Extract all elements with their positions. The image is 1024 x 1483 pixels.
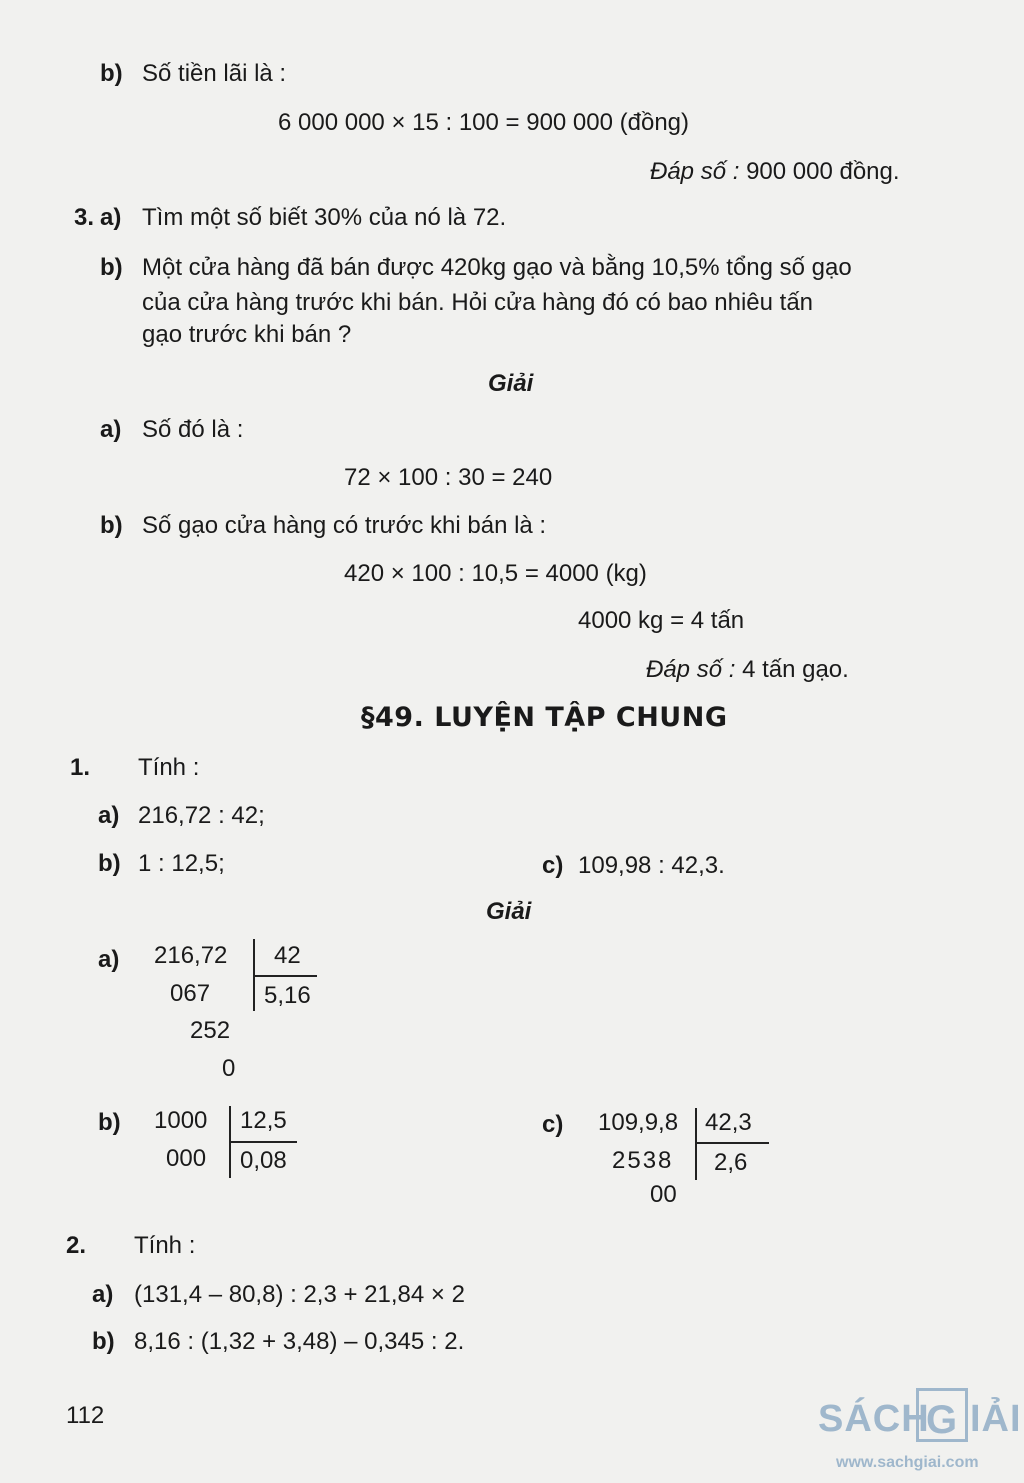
div-c-dividend: 109,9,8: [598, 1109, 679, 1136]
ex1-c-label: c): [542, 852, 564, 879]
ex3-sol-a-calc: 72 × 100 : 30 = 240: [344, 464, 553, 491]
div-a-step-2: 252: [190, 1017, 231, 1044]
ex3-sol-b-calc-1: 420 × 100 : 10,5 = 4000 (kg): [344, 560, 647, 587]
sachgiai-watermark-logo: [818, 1384, 1022, 1479]
ex1-a-text: 216,72 : 42;: [138, 802, 265, 829]
div-a-divisor: 42: [274, 942, 301, 969]
ex3-solution-title: Giải: [488, 370, 534, 397]
ex2b-calc: 6 000 000 × 15 : 100 = 900 000 (đồng): [278, 109, 690, 136]
ex2b-answer: Đáp số : 900 000 đồng.: [650, 158, 900, 185]
ex1-b-label: b): [98, 850, 121, 877]
div-a-dividend: 216,72: [154, 942, 228, 969]
div-b-quotient: 0,08: [240, 1147, 287, 1174]
ex3-b-label: b): [100, 254, 123, 281]
div-b-label: b): [98, 1109, 121, 1136]
ex3-number: 3.: [74, 204, 95, 231]
div-a-quotient: 5,16: [264, 982, 311, 1009]
ex3-a-label: a): [100, 204, 122, 231]
watermark-brand-g: G: [926, 1398, 959, 1442]
ex2-prompt: Tính :: [134, 1232, 196, 1259]
page-number: 112: [66, 1402, 105, 1429]
ex3-sol-a-label: a): [100, 416, 122, 443]
div-a-horizontal-rule: [253, 975, 317, 977]
div-b-step-1: 000: [166, 1145, 207, 1172]
ex3-a-text: Tìm một số biết 30% của nó là 72.: [142, 204, 507, 231]
div-a-step-1: 067: [170, 980, 211, 1007]
ex2b-text: Số tiền lãi là :: [142, 60, 287, 87]
ex2b-label: b): [100, 60, 123, 87]
watermark-url: www.sachgiai.com: [836, 1454, 979, 1471]
ex3-b-line-1: Một cửa hàng đã bán được 420kg gạo và bằng 10,5% tổng số gạo: [142, 254, 852, 281]
ex1-a-label: a): [98, 802, 120, 829]
div-c-vertical-rule: [695, 1108, 697, 1180]
div-c-divisor: 42,3: [705, 1109, 752, 1136]
ex2-a-text: (131,4 – 80,8) : 2,3 + 21,84 × 2: [134, 1281, 465, 1308]
div-c-quotient: 2,6: [714, 1149, 748, 1176]
ex1-solution-title: Giải: [486, 898, 532, 925]
ex3-sol-b-label: b): [100, 512, 123, 539]
div-b-divisor: 12,5: [240, 1107, 287, 1134]
div-c-step-2: 00: [650, 1181, 677, 1208]
ex3-answer: Đáp số : 4 tấn gạo.: [646, 656, 849, 683]
ex3-b-line-2: của cửa hàng trước khi bán. Hỏi cửa hàng đó có bao nhiêu tấn: [142, 289, 814, 316]
ex2-b-text: 8,16 : (1,32 + 3,48) – 0,345 : 2.: [134, 1328, 465, 1355]
ex1-c-text: 109,98 : 42,3.: [578, 852, 725, 879]
ex2-a-label: a): [92, 1281, 114, 1308]
section-title: §49. LUYỆN TẬP CHUNG: [361, 702, 728, 733]
div-c-label: c): [542, 1111, 564, 1138]
ex3-b-line-3: gạo trước khi bán ?: [142, 321, 352, 348]
watermark-brand-right: IẢI: [970, 1398, 1022, 1440]
div-c-step-1: 2538: [612, 1147, 674, 1174]
div-b-horizontal-rule: [229, 1141, 297, 1143]
watermark-brand-left: SÁCH: [818, 1398, 930, 1440]
ex1-prompt: Tính :: [138, 754, 200, 781]
ex1-b-text: 1 : 12,5;: [138, 850, 225, 877]
div-c-horizontal-rule: [695, 1142, 769, 1144]
div-a-label: a): [98, 946, 120, 973]
ex3-sol-b-calc-2: 4000 kg = 4 tấn: [578, 607, 745, 634]
ex3-sol-a-text: Số đó là :: [142, 416, 244, 443]
div-a-step-3: 0: [222, 1055, 236, 1082]
ex1-number: 1.: [70, 754, 91, 781]
ex2-number: 2.: [66, 1232, 87, 1259]
ex3-sol-b-text: Số gạo cửa hàng có trước khi bán là :: [142, 512, 547, 539]
ex2-b-label: b): [92, 1328, 115, 1355]
div-b-dividend: 1000: [154, 1107, 208, 1134]
